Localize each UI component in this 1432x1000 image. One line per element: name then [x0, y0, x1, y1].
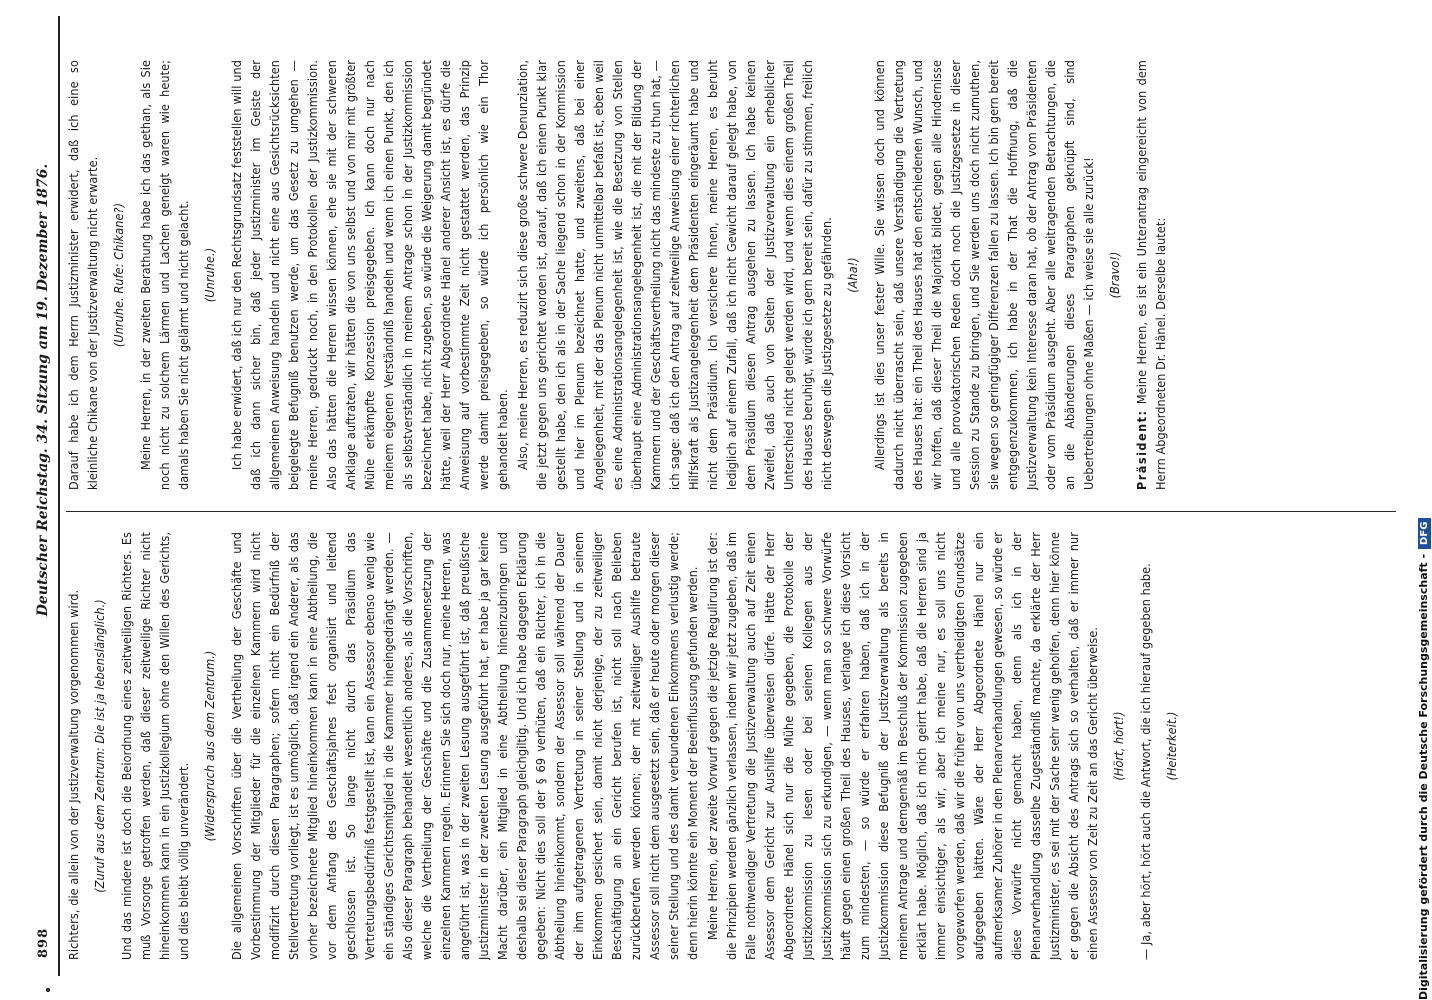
right-column	[64, 60, 1402, 490]
paragraph-text: Also, meine Herren, es reduzirt sich diese große schwere Denunziation, die jetzt gegen uns gerichtet worden ist, darauf, daß ich einen Punkt klar gestellt habe, den ich als in der Sache liegend schon in der Kommission und hier im Plenum bezeichnet hatte, und zweitens, daß bei einer Angelegenheit, mit der das Plenum nicht unmittelbar befaßt ist, eben weil es eine Administrationsangelegenheit ist, wie die Besetzung von Stellen überhaupt eine Administrationsangelegenheit ist, die mit der Bildung der Kammern und der Geschäftsvertheilung nicht das mindeste zu thun hat, — ich sage: daß ich den Antrag auf zeitweilige Anweisung einer richterlichen Hilfskraft als Justizangelegenheit dem Präsidenten eingeräumt habe und nicht dem Präsidium. Ich versichere Ihnen, meine Herren, es beruht lediglich auf einem Zufall, daß ich nicht Gewicht darauf gelegt habe, von dem Präsidium diesen Antrag ausgehen zu lassen. Ich habe keinen Zweifel, daß auch von Seiten der Justizverwaltung ein erheblicher Unterschied nicht gelegt werden wird, und wenn dies einem großen Theil des Hauses beruhigt, würde ich gern bereit sein, dafür zu stimmen, freilich nicht deswegen die Justizgesetze zu gefährden.	[515, 60, 834, 490]
header-rule	[58, 16, 60, 976]
paragraph-text: (Zuruf aus dem Zentrum: Die ist ja lebenslänglich.)	[92, 599, 107, 893]
scan-speck	[46, 988, 50, 992]
paragraph-text: Meine Herren, es ist ein Unterantrag eingereicht von dem Herrn Abgeordneten Dr. Hänel. Derselbe lautet:	[1134, 60, 1168, 490]
paragraph-text: (Unruhe.)	[202, 247, 217, 303]
paragraph	[136, 60, 193, 490]
paragraph-text: Meine Herren, der zweite Vorwurf gegen die jetzige Regulirung ist der: die Prinzipien werden gänzlich verlassen, indem wir jetzt zugeben, daß im Falle nothwendiger Vertretung die Justizverwaltung auch auf Zeit einen Assessor dem Gericht zur Aushilfe überweisen dürfe. Hätte der Herr Abgeordnete Hänel sich nur die Mühe gegeben, die Protokolle der Justizkommission zu lesen oder bei seinen Kollegen aus der Justizkommission sich zu erkundigen, — wenn man so schwere Vorwürfe häuft gegen einen großen Theil des Hauses, verlange ich diese Vorsicht zum mindesten, — so würde er erfahren haben, daß ich in der Justizkommission diese Befugniß der Justizverwaltung als bereits in meinem Antrage und demgemäß im Beschluß der Kommission zugegeben erklärt habe. Möglich, daß ich mich geirrt habe, daß die Herren sind ja immer einsichtiger, als wir, aber ich meine nur, es soll uns nicht vorgeworfen werden, daß wir die früher von uns vertheidigten Grundsätze aufgegeben hätten. Wäre der Herr Abgeordnete Hänel nur ein aufmerksamer Zuhörer in den Plenarverhandlungen gewesen, so würde er diese Vorwürfe nicht gemacht haben, denn als ich in der Plenarverhandlung dasselbe Zugeständniß machte, da erklärte der Herr Justizminister, es sei mit der Sache sehr wenig geholfen, denn hier könne er gegen die Absicht des Antrags sich so verhalten, daß er immer nur einen Assessor von Zeit zu Zeit an das Gericht überweise.	[705, 532, 1100, 960]
paragraph	[227, 60, 512, 490]
paragraph-text: (Hört, hört!)	[1111, 711, 1126, 781]
interjection	[1109, 532, 1128, 960]
interjection	[843, 60, 862, 490]
paragraph-text: (Heiterkeit.)	[1164, 711, 1179, 781]
interjection	[200, 532, 219, 960]
paragraph-text: (Bravo!)	[1107, 251, 1122, 299]
interjection	[200, 60, 219, 490]
paragraph-text: Die allgemeinen Vorschriften über die Vertheilung der Geschäfte und Vorbestimmung der Mitglieder für die einzelnen Kammern wird nicht modifizirt durch diesen Paragraphen; sofern nicht ein Bedürfniß der Stellvertretung vorliegt, ist es unmöglich, daß irgend ein Anderer, als das vorher bezeichnete Mitglied hineinkommen kann in eine Abtheilung, die vor dem Anfang des Geschäftsjahres fest organisirt und leitend geschlossen ist. So lange nicht durch das Präsidium das Vertretungsbedürfniß festgestellt ist, kann ein Assessor ebenso wenig wie ein ständiges Gerichtsmitglied in die Kammer hineingedrängt werden. — Also dieser Paragraph behandelt wesentlich anderes, als die Vorschriften, welche die Vertheilung der Geschäfte und die Zusammensetzung der einzelnen Kammern regeln. Erinnern Sie sich doch nur, meine Herren, was angeführt ist, was in der zweiten Lesung ausgeführt ist, daß preußische Justizminister in der zweiten Lesung ausgeführt hat, er habe ja gar keine Macht darüber, ein Mitglied in eine Abtheilung hineinzubringen und deshalb sei dieser Paragraph gleichgiltig. Und ich habe dagegen Erklärung gegeben: Nicht dies soll der § 69 verhüten, daß ein Richter, ich in die Abtheilung hineinkommt, sondern der Assessor soll während der Dauer der ihm aufgetragenen Vertretung in seiner Stellung und in seinem Einkommen gesichert sein, damit nicht derjenige, der zu zeitweiliger Beschäftigung an ein Gericht berufen ist, nicht soll nach Belieben zurückberufen werden können; der mit zeitweiliger Aushilfe betraute Assessor soll nicht dem ausgesetzt sein, daß er heute oder morgen dieser seiner Stellung und des damit verbundenen Einkommens verlustig werde; denn hierin könnte ein Moment der Beeinflussung gefunden werden.	[229, 532, 700, 960]
paragraph	[703, 532, 1102, 960]
paragraph	[64, 532, 83, 960]
interjection	[90, 532, 109, 960]
speaker-label: Präsident:	[1134, 409, 1149, 490]
left-column	[64, 532, 1402, 960]
interjection	[109, 60, 128, 490]
paragraph-text: Und das mindere ist doch die Beiordnung eines zeitweiligen Richters. Es muß Vorsorge getroffen werden, daß dieser zeitweilige Richter nicht hineinkommen kann in ein Justizkollegium ohne den Willen des Gerichts, und dies bleibt völlig unverändert.	[119, 532, 191, 960]
dfg-logo: DFG	[1418, 518, 1431, 549]
paragraph-text: Allerdings ist dies unser fester Wille. Sie wissen doch und können dadurch nicht überrascht sein, daß unsere Verständigung die Vertretung des Hauses hat: ein Theil des Hauses hat den entschiedenen Wunsch, und wir hoffen, daß dieser Theil die Majorität bildet, gegen alle Hindernisse und alle provokatorischen Reden doch noch die Justizgesetze in dieser Session zu Stande zu bringen, und Sie werden uns doch nicht zumuthen, sie wegen so geringfügiger Differenzen fallen zu lassen. Ich bin gern bereit entgegenzukommen, ich habe in der That die Hoffnung, daß die Justizverwaltung kein Interesse daran hat, ob der Antrag vom Präsidenten oder vom Präsidium ausgeht. Aber alle weitragenden Betrachtungen, die an die Abänderungen dieses Paragraphen geknüpft sind, sind Uebertreibungen ohne Maßen — ich weise sie alle zurück!	[872, 60, 1096, 490]
paragraph-text: Darauf habe ich dem Herrn Justizminister erwidert, daß ich eine so kleinliche Chikane von der Justizverwaltung nicht erwarte.	[66, 60, 100, 490]
paragraph	[870, 60, 1098, 490]
paragraph	[117, 532, 193, 960]
paragraph	[227, 532, 702, 960]
digitization-credit-text: Digitalisierung gefördert durch die Deutsche Forschungsgemeinschaft -	[1417, 553, 1430, 1000]
paragraph-text: (Widerspruch aus dem Zentrum.)	[202, 650, 217, 842]
digitization-credit	[1417, 518, 1431, 1000]
paragraph-text: (Unruhe. Rufe: Chikane?)	[111, 202, 126, 348]
paragraph-text: — Ja, aber hört, hört auch die Antwort, die ich hierauf gegeben habe.	[1138, 563, 1153, 960]
interjection	[1162, 532, 1181, 960]
paragraph	[513, 60, 836, 490]
paragraph-text: (Aha!)	[845, 257, 860, 293]
paragraph-text: Ich habe erwidert, daß ich nur den Rechtsgrundsatz feststellen will und daß ich dann sicher bin, daß jeder Justizminister im Geiste der allgemeinen Anweisung handeln und nicht eine aus Gesichtsrücksichten beigelegte Befugniß benutzen werde, um das Gesetz zu umgehen — meine Herren, gedruckt noch, in den Protokollen der Justizkommission. Also das hätten die Herren wissen können, ehe sie mit der schweren Anklage auftraten, wir hätten die von uns selbst und von mir mit größter Mühe erkämpfte Konzession preisgegeben. Ich kann doch nur nach meinem eigenen Verständniß handeln und wenn ich einen Punkt, den ich als selbstverständlich in meinem Antrage schon in der Justizkommission bezeichnet habe, nicht zugeben, so würde die Weigerung damit begründet hätte, weil der Herr Abgeordnete Hänel anderer Ansicht ist, es dürfe die Anweisung auf vorbestimmte Zeit nicht gestattet werden, das Prinzip werde damit preisgegeben, so würde ich persönlich wie ein Thor gehandelt haben.	[229, 60, 510, 490]
paragraph	[1132, 60, 1170, 490]
paragraph	[1136, 532, 1155, 960]
paragraph	[64, 60, 102, 490]
column-divider	[66, 511, 1396, 512]
interjection	[1105, 60, 1124, 490]
paragraph-text: Meine Herren, in der zweiten Berathung habe ich das gethan, als Sie noch nicht zu solchem Lärmen und Lachen geneigt waren wie heute; damals haben Sie nicht gelärmt und nicht gelacht.	[138, 60, 191, 490]
page-number: 898	[36, 927, 51, 958]
paragraph-text: Richters, die allein von der Justizverwaltung vorgenommen wird.	[66, 589, 81, 960]
running-head: Deutscher Reichstag. 34. Sitzung am 19. Dezember 1876.	[35, 163, 51, 617]
